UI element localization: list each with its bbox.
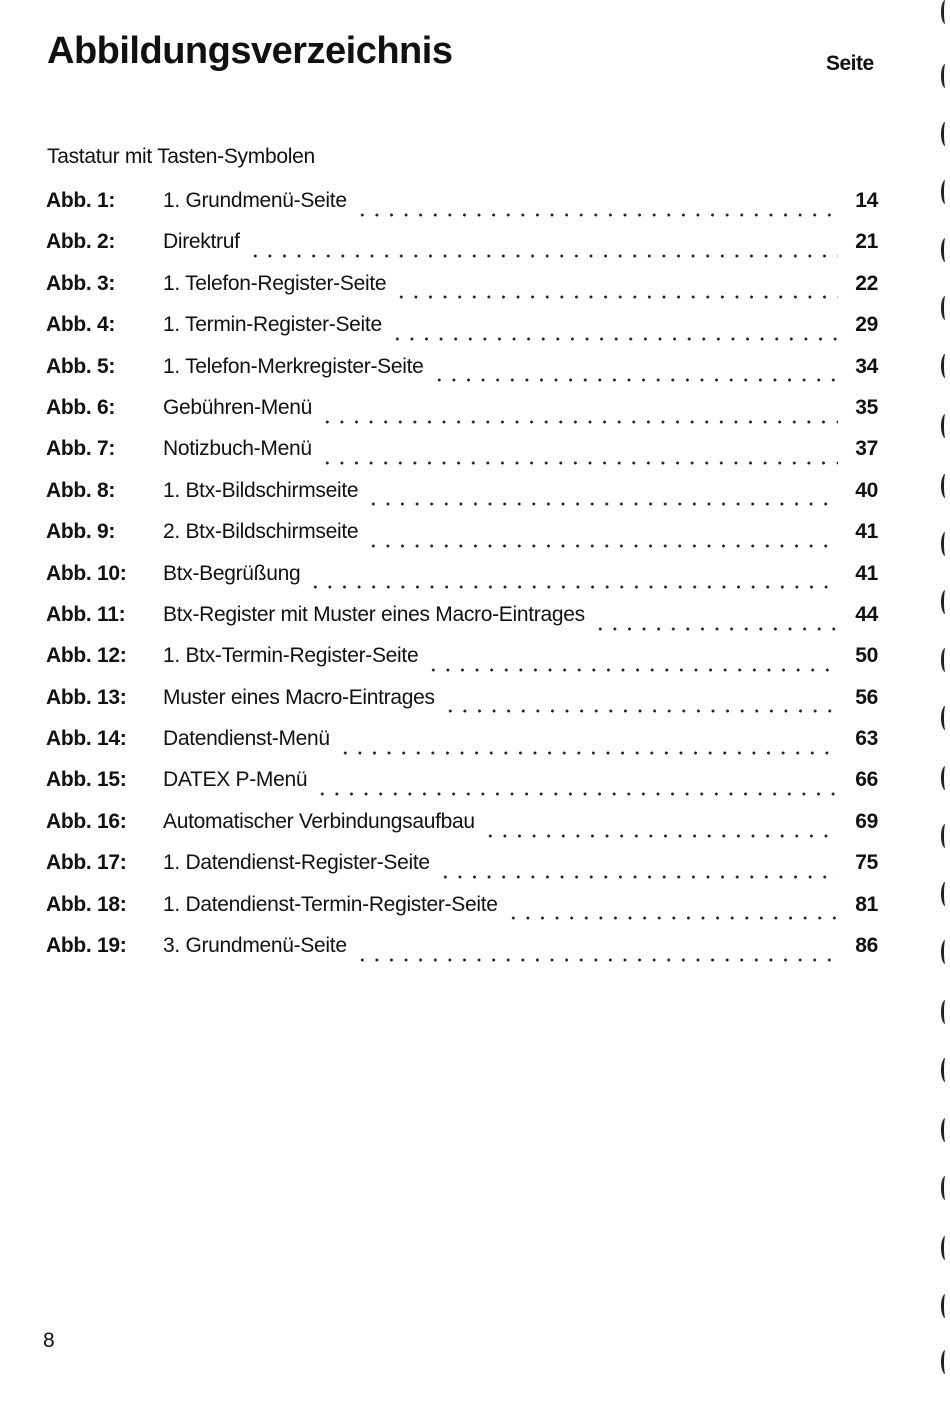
figure-entry[interactable] xyxy=(46,768,878,809)
figure-page: 56 xyxy=(855,685,878,709)
figure-page: 50 xyxy=(855,644,878,668)
binding-mark xyxy=(941,532,950,556)
figure-title: Muster eines Macro-Eintrages xyxy=(163,685,435,709)
figure-label: Abb. 8: xyxy=(46,478,116,502)
dot-leader xyxy=(443,709,838,713)
figure-page: 37 xyxy=(855,437,878,461)
dot-leader xyxy=(483,834,838,838)
figure-entry[interactable] xyxy=(46,479,878,520)
figure-entry[interactable] xyxy=(46,851,878,892)
figure-page: 40 xyxy=(855,478,878,502)
figure-page: 34 xyxy=(855,354,878,378)
binding-mark xyxy=(941,296,950,320)
binding-mark xyxy=(941,238,950,262)
figure-label: Abb. 14: xyxy=(46,727,127,751)
figure-label: Abb. 4: xyxy=(46,313,116,337)
figure-label: Abb. 5: xyxy=(46,354,116,378)
figure-label: Abb. 2: xyxy=(46,230,116,254)
figure-entry[interactable] xyxy=(46,934,878,975)
figure-label: Abb. 10: xyxy=(46,561,127,585)
figure-title: Gebühren-Menü xyxy=(163,395,313,419)
dot-leader xyxy=(338,751,838,755)
figure-entry[interactable] xyxy=(46,230,878,271)
figure-title: Automatischer Verbindungsaufbau xyxy=(163,809,475,833)
binding-mark xyxy=(941,766,950,790)
page-title: Abbildungsverzeichnis xyxy=(47,30,453,72)
dot-leader xyxy=(506,916,838,920)
binding-mark xyxy=(941,1350,950,1374)
figure-label: Abb. 11: xyxy=(46,602,126,626)
binding-mark xyxy=(941,354,950,378)
figure-page: 21 xyxy=(855,230,878,254)
figure-entry[interactable] xyxy=(46,396,878,437)
figure-entry[interactable] xyxy=(46,727,878,768)
binding-mark xyxy=(941,180,950,204)
figure-entry[interactable] xyxy=(46,313,878,354)
figure-label: Abb. 3: xyxy=(46,271,116,295)
figure-label: Abb. 15: xyxy=(46,768,127,792)
binding-mark xyxy=(941,882,950,906)
binding-mark xyxy=(941,648,950,672)
binding-mark xyxy=(941,1118,950,1142)
figure-page: 14 xyxy=(855,189,878,212)
figure-title: 1. Grundmenü-Seite xyxy=(163,189,347,212)
figure-title: 1. Btx-Bildschirmseite xyxy=(163,478,359,502)
dot-leader xyxy=(308,585,838,589)
dot-leader xyxy=(593,627,838,631)
dot-leader xyxy=(432,378,838,382)
binding-mark xyxy=(941,1176,950,1200)
figure-title: Notizbuch-Menü xyxy=(163,437,312,461)
figure-entry[interactable] xyxy=(46,355,878,396)
figure-title: Datendienst-Menü xyxy=(163,727,330,751)
dot-leader xyxy=(366,544,838,548)
figure-page: 81 xyxy=(855,892,878,916)
binding-mark xyxy=(941,122,950,146)
figure-page: 44 xyxy=(855,602,878,626)
figure-title: 1. Telefon-Register-Seite xyxy=(163,271,387,295)
figure-entry[interactable] xyxy=(46,189,878,230)
binding-mark xyxy=(941,1294,950,1318)
binding-mark xyxy=(941,824,950,848)
figure-label: Abb. 6: xyxy=(46,395,116,419)
dot-leader xyxy=(394,295,838,299)
figure-entry[interactable] xyxy=(46,437,878,478)
binding-mark xyxy=(941,706,950,730)
figure-page: 22 xyxy=(855,271,878,295)
figure-title: 3. Grundmenü-Seite xyxy=(163,934,347,958)
dot-leader xyxy=(390,337,838,341)
figure-label: Abb. 1: xyxy=(46,189,116,212)
figure-label: Abb. 19: xyxy=(46,934,127,958)
figure-page: 69 xyxy=(855,809,878,833)
figure-page: 41 xyxy=(855,520,878,544)
binding-mark xyxy=(941,474,950,498)
dot-leader xyxy=(438,875,838,879)
figure-entry[interactable] xyxy=(46,644,878,685)
figure-page: 66 xyxy=(855,768,878,792)
figure-list xyxy=(46,189,878,975)
dot-leader xyxy=(355,958,838,962)
figure-title: 2. Btx-Bildschirmseite xyxy=(163,520,359,544)
figure-entry[interactable] xyxy=(46,893,878,934)
figure-label: Abb. 18: xyxy=(46,892,127,916)
figure-title: 1. Termin-Register-Seite xyxy=(163,313,382,337)
figure-page: 86 xyxy=(855,934,878,958)
dot-leader xyxy=(248,254,838,258)
figure-title: Btx-Begrüßung xyxy=(163,561,301,585)
figure-label: Abb. 16: xyxy=(46,809,127,833)
figure-entry[interactable] xyxy=(46,603,878,644)
figure-title: 1. Datendienst-Register-Seite xyxy=(163,851,430,875)
figure-page: 29 xyxy=(855,313,878,337)
figure-entry[interactable] xyxy=(46,686,878,727)
figure-entry[interactable] xyxy=(46,272,878,313)
figure-title: DATEX P-Menü xyxy=(163,768,308,792)
figure-title: 1. Telefon-Merkregister-Seite xyxy=(163,354,424,378)
figure-entry[interactable] xyxy=(46,810,878,851)
binding-mark xyxy=(941,64,950,88)
dot-leader xyxy=(320,420,838,424)
binding-mark xyxy=(941,1000,950,1024)
figure-label: Abb. 9: xyxy=(46,520,116,544)
binding-mark xyxy=(941,590,950,614)
page-column-header: Seite xyxy=(826,52,874,75)
figure-page: 75 xyxy=(855,851,878,875)
intro-line: Tastatur mit Tasten-Symbolen xyxy=(47,145,315,168)
figure-label: Abb. 17: xyxy=(46,851,127,875)
dot-leader xyxy=(426,668,838,672)
binding-mark xyxy=(941,940,950,964)
figure-entry[interactable] xyxy=(46,562,878,603)
figure-label: Abb. 12: xyxy=(46,644,127,668)
page-number: 8 xyxy=(43,1329,55,1352)
figure-title: Btx-Register mit Muster eines Macro-Eintrages xyxy=(163,602,585,626)
figure-title: 1. Btx-Termin-Register-Seite xyxy=(163,644,419,668)
dot-leader xyxy=(320,461,838,465)
figure-page: 63 xyxy=(855,727,878,751)
binding-mark xyxy=(941,1236,950,1260)
figure-page: 41 xyxy=(855,561,878,585)
figure-page: 35 xyxy=(855,395,878,419)
figure-label: Abb. 7: xyxy=(46,437,116,461)
dot-leader xyxy=(366,502,838,506)
dot-leader xyxy=(355,213,838,217)
binding-mark xyxy=(941,414,950,438)
figure-entry[interactable] xyxy=(46,520,878,561)
binding-mark xyxy=(941,0,950,24)
figure-title: Direktruf xyxy=(163,230,240,254)
dot-leader xyxy=(315,792,838,796)
figure-label: Abb. 13: xyxy=(46,685,127,709)
figure-title: 1. Datendienst-Termin-Register-Seite xyxy=(163,892,498,916)
binding-mark xyxy=(941,1058,950,1082)
